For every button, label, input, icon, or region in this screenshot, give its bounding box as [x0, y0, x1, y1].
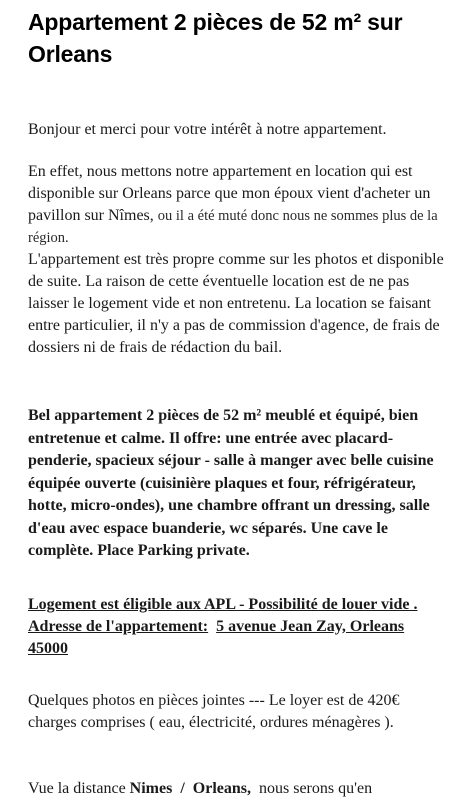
intro-paragraph — [28, 161, 448, 359]
distance-city-orleans: Orleans, — [192, 780, 251, 797]
email-body — [28, 0, 448, 797]
intro-text-part2: ou il a été muté donc nous ne sommes plus de la région. — [28, 208, 438, 246]
intro-text-part1: En effet, nous mettons notre appartement en location qui est disponible sur Orleans parce que mon époux vient d'acheter un pavillon sur Nîmes, — [28, 163, 431, 224]
photos-paragraph: Quelques photos en pièces jointes --- Le loyer est de 420€ charges comprises ( eau, électricité, ordures ménagères ). — [28, 692, 400, 731]
page-title: Appartement 2 pièces de 52 m² sur Orleans — [28, 9, 403, 67]
address-label: Adresse de l'appartement: — [28, 618, 209, 635]
description-paragraph: Bel appartement 2 pièces de 52 m² meublé et équipé, bien entretenue et calme. Il offre: une entrée avec placard-penderie, spacieux séjour - salle à manger avec belle cuisine équipée ouverte (cuisinière plaques et four, réfrigérateur, hotte, micro-ondes), une chambre offrant un dressing, salle d'eau avec espace buanderie, wc séparés. Une cave le complète. Place Parking private. — [28, 407, 434, 559]
distance-city-nimes: Nimes — [129, 780, 173, 797]
apl-eligibility-text: Logement est éligible aux APL - Possibilité de louer vide . — [28, 596, 418, 613]
distance-prefix: Vue la distance — [28, 780, 126, 797]
greeting-paragraph: Bonjour et merci pour votre intérêt à notre appartement. — [28, 121, 387, 138]
distance-separator: / — [180, 780, 185, 797]
distance-paragraph — [28, 778, 448, 800]
distance-suffix: nous serons qu'en — [259, 780, 373, 797]
address-link[interactable] — [28, 594, 448, 660]
intro-text-part3: L'appartement est très propre comme sur les photos et disponible de suite. La raison de cette éventuelle location est de ne pas laisser le logement vide et non entretenu. La location se faisant entre particulier, il n'y a pas de commission d'agence, de frais de dossiers ni de frais de rédaction du bail. — [28, 251, 444, 356]
address-value: 5 avenue Jean Zay, Orleans 45000 — [28, 618, 405, 657]
